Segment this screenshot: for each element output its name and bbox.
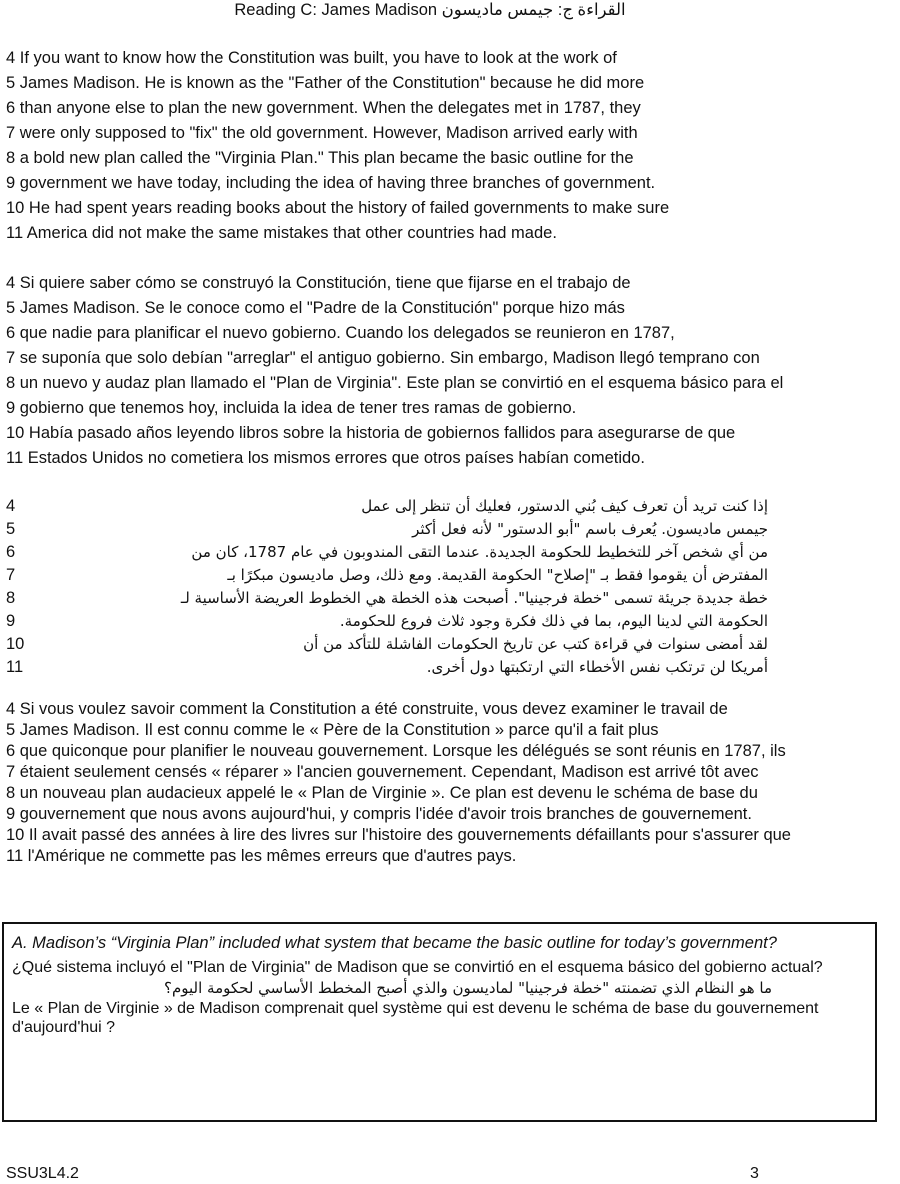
line-number: 9 bbox=[6, 612, 16, 630]
line-number: 5 bbox=[6, 520, 16, 538]
question-french: Le « Plan de Virginie » de Madison comprenait quel système qui est devenu le schéma de base du gouvernement d'aujourd'hui ? bbox=[12, 1000, 819, 1036]
passage-line: 4 If you want to know how the Constitution was built, you have to look at the work of bbox=[6, 49, 617, 67]
line-number: 4 bbox=[6, 497, 16, 515]
arabic-passage bbox=[6, 495, 898, 679]
question-arabic: ما هو النظام الذي تضمنته "خطة فرجينيا" لماديسون والذي أصبح المخطط الأساسي لحكومة اليوم؟ bbox=[164, 979, 772, 997]
passage-line: 4 Si vous voulez savoir comment la Constitution a été construite, vous devez examiner le travail de bbox=[6, 700, 728, 718]
passage-line: 6 que quiconque pour planifier le nouveau gouvernement. Lorsque les délégués se sont réunis en 1787, ils bbox=[6, 742, 786, 760]
passage-line: 5 James Madison. Il est connu comme le « Père de la Constitution » parce qu'il a fait plus bbox=[6, 721, 659, 739]
course-code: SSU3L4.2 bbox=[6, 1165, 79, 1182]
passage-line: 10 He had spent years reading books about the history of failed governments to make sure bbox=[6, 199, 670, 217]
line-number: 6 bbox=[6, 543, 16, 561]
passage-line bbox=[6, 610, 898, 633]
passage-line: 8 a bold new plan called the "Virginia Plan." This plan became the basic outline for the bbox=[6, 149, 634, 167]
arabic-text: من أي شخص آخر للتخطيط للحكومة الجديدة. عندما التقى المندوبون في عام 1787، كان من bbox=[191, 543, 768, 561]
passage-line: 9 government we have today, including the idea of having three branches of government. bbox=[6, 174, 656, 192]
line-number: 11 bbox=[6, 658, 24, 676]
passage-line: 8 un nuevo y audaz plan llamado el "Plan de Virginia". Este plan se convirtió en el esquema básico para el bbox=[6, 374, 784, 392]
question-spanish: ¿Qué sistema incluyó el "Plan de Virginia" de Madison que se convirtió en el esquema básico del gobierno actual? bbox=[12, 959, 823, 976]
arabic-text: جيمس ماديسون. يُعرف باسم "أبو الدستور" لأنه فعل أكثر bbox=[412, 520, 768, 538]
arabic-text: أمريكا لن ترتكب نفس الأخطاء التي ارتكبتها دول أخرى. bbox=[426, 658, 768, 676]
passage-line: 6 que nadie para planificar el nuevo gobierno. Cuando los delegados se reunieron en 1787, bbox=[6, 324, 675, 342]
passage-line bbox=[6, 633, 898, 656]
passage-line: 7 étaient seulement censés « réparer » l'ancien gouvernement. Cependant, Madison est arrivé tôt avec bbox=[6, 763, 759, 781]
passage-line: 10 Había pasado años leyendo libros sobre la historia de gobiernos fallidos para asegurarse de que bbox=[6, 424, 736, 442]
page-number: 3 bbox=[750, 1165, 759, 1182]
passage-line bbox=[6, 587, 898, 610]
arabic-text: خطة جديدة جريئة تسمى "خطة فرجينيا". أصبحت هذه الخطة هي الخطوط العريضة الأساسية لـ bbox=[180, 589, 768, 607]
arabic-text: لقد أمضى سنوات في قراءة كتب عن تاريخ الحكومات الفاشلة للتأكد من أن bbox=[303, 635, 768, 653]
line-number: 7 bbox=[6, 566, 16, 584]
passage-line: 11 America did not make the same mistakes that other countries had made. bbox=[6, 224, 557, 242]
question-box bbox=[2, 922, 877, 1122]
arabic-text: إذا كنت تريد أن تعرف كيف بُني الدستور، فعليك أن تنظر إلى عمل bbox=[361, 497, 768, 515]
passage-line: 11 l'Amérique ne commette pas les mêmes erreurs que d'autres pays. bbox=[6, 847, 517, 865]
page-title: Reading C: James Madison القراءة ج: جيمس ماديسون bbox=[234, 1, 626, 19]
french-passage bbox=[6, 699, 898, 867]
passage-line: 6 than anyone else to plan the new government. When the delegates met in 1787, they bbox=[6, 99, 641, 117]
passage-line bbox=[6, 656, 898, 679]
passage-line: 10 Il avait passé des années à lire des livres sur l'histoire des gouvernements défaillants pour s'assurer que bbox=[6, 826, 791, 844]
passage-line: 9 gobierno que tenemos hoy, incluida la idea de tener tres ramas de gobierno. bbox=[6, 399, 577, 417]
arabic-text: المفترض أن يقوموا فقط بـ "إصلاح" الحكومة القديمة. ومع ذلك، وصل ماديسون مبكرًا بـ bbox=[227, 566, 768, 584]
line-number: 10 bbox=[6, 635, 25, 653]
passage-line: 8 un nouveau plan audacieux appelé le « Plan de Virginie ». Ce plan est devenu le schéma de base du bbox=[6, 784, 758, 802]
passage-line: 5 James Madison. Se le conoce como el "Padre de la Constitución" porque hizo más bbox=[6, 299, 625, 317]
question-english: A. Madison’s “Virginia Plan” included what system that became the basic outline for today’s government? bbox=[12, 934, 777, 952]
passage-line bbox=[6, 564, 898, 587]
passage-line: 11 Estados Unidos no cometiera los mismos errores que otros países habían cometido. bbox=[6, 449, 645, 467]
passage-line: 9 gouvernement que nous avons aujourd'hui, y compris l'idée d'avoir trois branches de gouvernement. bbox=[6, 805, 752, 823]
spanish-passage bbox=[6, 271, 898, 471]
passage-line: 7 were only supposed to "fix" the old government. However, Madison arrived early with bbox=[6, 124, 638, 142]
arabic-text: الحكومة التي لدينا اليوم، بما في ذلك فكرة وجود ثلاث فروع للحكومة. bbox=[339, 612, 768, 630]
passage-line bbox=[6, 495, 898, 518]
line-number: 8 bbox=[6, 589, 16, 607]
passage-line: 5 James Madison. He is known as the "Father of the Constitution" because he did more bbox=[6, 74, 645, 92]
passage-line: 7 se suponía que solo debían "arreglar" el antiguo gobierno. Sin embargo, Madison llegó temprano con bbox=[6, 349, 760, 367]
passage-line: 4 Si quiere saber cómo se construyó la Constitución, tiene que fijarse en el trabajo de bbox=[6, 274, 631, 292]
passage-line bbox=[6, 541, 898, 564]
english-passage bbox=[6, 46, 898, 246]
passage-line bbox=[6, 518, 898, 541]
